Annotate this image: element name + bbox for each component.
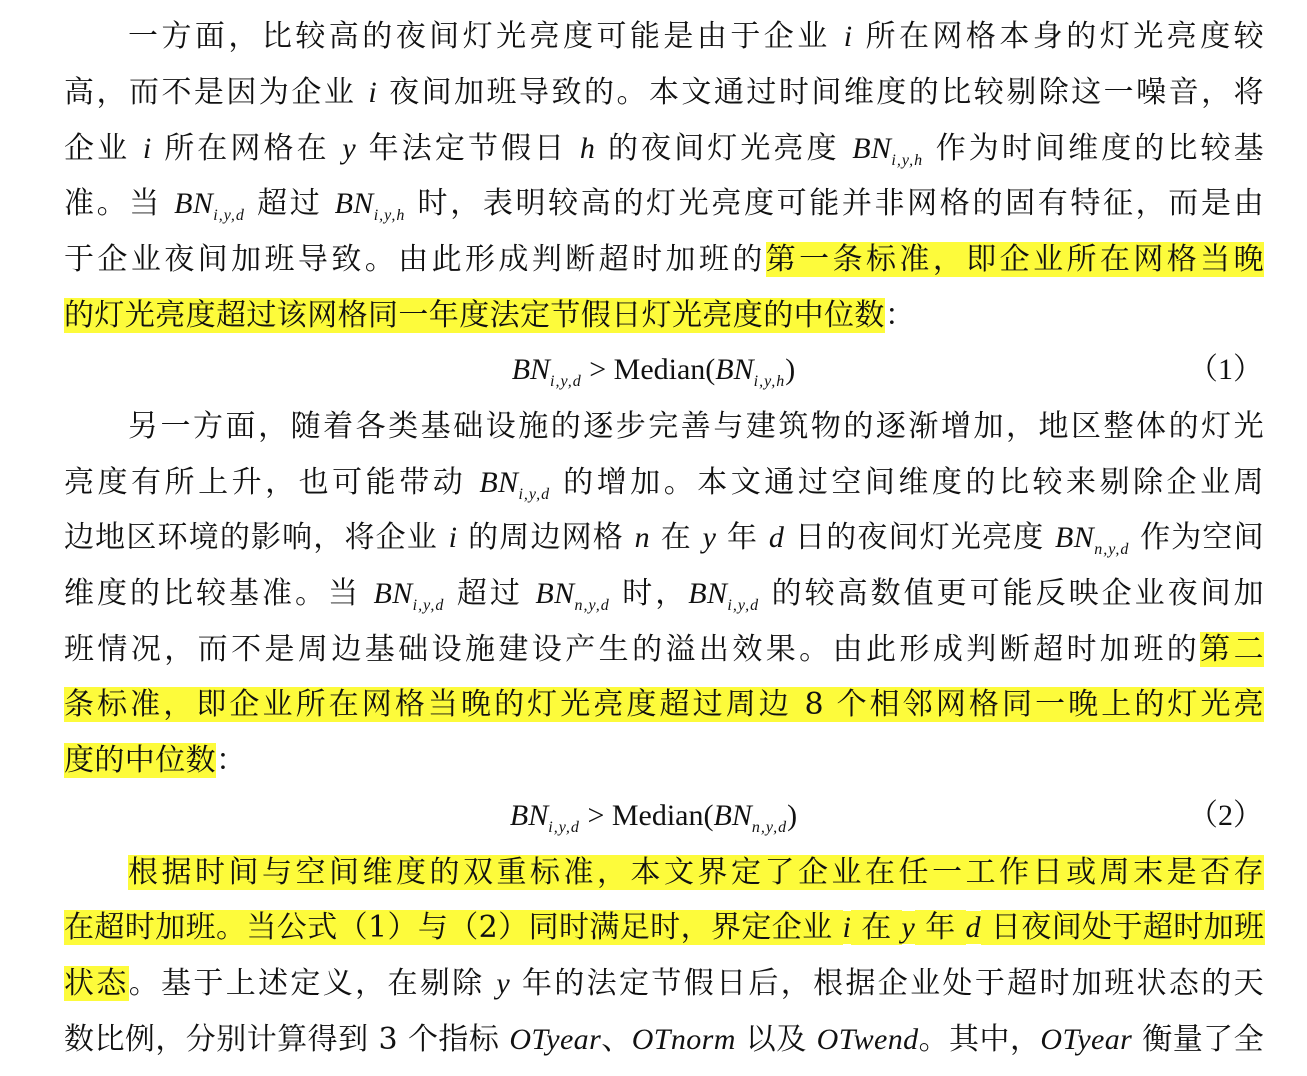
text-run: 、 <box>601 1022 632 1057</box>
math-symbol: y <box>901 911 916 944</box>
text-run: 作为时间维度的比较基 <box>923 131 1264 166</box>
text-line <box>64 65 1264 121</box>
text-line <box>64 510 1264 566</box>
text-run: 所在网格本身的灯光亮度较 <box>852 19 1264 54</box>
text-run: 边地区环境的影响，将企业 <box>64 520 449 555</box>
math-subscript: i,y,d <box>518 486 551 503</box>
text-run: 超过 <box>444 576 536 611</box>
math-subscript: i,y,d <box>213 207 245 224</box>
math-symbol: i <box>142 132 152 165</box>
math-subscript: n,y,d <box>1094 541 1130 558</box>
math-subscript: i,y,h <box>891 152 924 169</box>
text-run: 日的夜间灯光亮度 <box>784 520 1056 555</box>
math-subscript: i,y,h <box>373 207 406 224</box>
math-symbol: i <box>842 911 852 944</box>
text-run: 。其中， <box>918 1022 1041 1057</box>
highlighted-text: 在 <box>851 910 902 945</box>
math-symbol: n <box>634 521 651 554</box>
math-subscript: i,y,d <box>412 597 445 614</box>
math-symbol: BN <box>479 466 519 499</box>
equation-number: （2） <box>1188 799 1263 832</box>
text-line <box>64 900 1264 956</box>
text-run: 的周边网格 <box>457 520 635 555</box>
text-run: 企业 <box>64 131 143 166</box>
highlighted-text: 的灯光亮度超过该网格同一年度法定节假日灯光亮度的中位数 <box>64 298 885 333</box>
text-run: 年 <box>716 520 769 555</box>
text-line <box>64 956 1264 1012</box>
text-line <box>64 176 1264 232</box>
text-run: 的较高数值更可能反映企业夜间加 <box>759 576 1264 611</box>
text-line <box>64 232 1264 288</box>
equation-number: （1） <box>1188 353 1263 386</box>
highlighted-text: 日夜间处于超时加班 <box>980 910 1265 945</box>
text-line <box>64 288 1264 344</box>
math-symbol: BN <box>1055 521 1095 554</box>
math-subscript: i,y,d <box>727 597 760 614</box>
equation-2 <box>0 788 1307 844</box>
highlighted-text: 年 <box>915 910 966 945</box>
math-symbol: y <box>496 967 511 1000</box>
text-run: 时， <box>609 576 689 611</box>
math-symbol: d <box>965 911 981 944</box>
highlighted-text: 度的中位数 <box>64 743 216 778</box>
text-run: 。基于上述定义，在剔除 <box>128 966 497 1001</box>
math-symbol: h <box>579 132 596 165</box>
text-line <box>128 399 1264 455</box>
math-symbol: OTyear <box>509 1023 602 1056</box>
math-symbol: BN <box>334 187 374 220</box>
text-run: 的增加。本文通过空间维度的比较来剔除企业周 <box>550 465 1264 500</box>
math-symbol: y <box>342 132 357 165</box>
math-symbol: i <box>448 521 458 554</box>
text-line <box>128 9 1264 65</box>
text-run: 年法定节假日 <box>356 131 580 166</box>
math-symbol: BN <box>852 132 892 165</box>
math-symbol: OTnorm <box>631 1023 736 1056</box>
math-symbol: BN <box>174 187 214 220</box>
text-run: 班情况，而不是周边基础设施建设产生的溢出效果。由此形成判断超时加班的 <box>64 632 1201 667</box>
math-symbol: d <box>768 521 785 554</box>
text-run: 于企业夜间加班导致。由此形成判断超时加班的 <box>64 242 766 277</box>
math-symbol: y <box>702 521 717 554</box>
text-line <box>64 455 1264 511</box>
text-run: 数比例，分别计算得到 3 个指标 <box>64 1022 510 1057</box>
text-run: 在 <box>650 520 703 555</box>
text-run: ： <box>216 743 247 778</box>
text-line <box>64 733 1264 789</box>
highlighted-text: 在超时加班。当公式（1）与（2）同时满足时，界定企业 <box>64 910 843 945</box>
text-line <box>128 845 1264 901</box>
text-run: 亮度有所上升，也可能带动 <box>64 465 480 500</box>
text-run: 时，表明较高的灯光亮度可能并非网格的固有特征，而是由 <box>405 186 1264 221</box>
text-run: ： <box>884 298 916 333</box>
text-run: 衡量了全 <box>1132 1022 1264 1057</box>
text-run: 夜间加班导致的。本文通过时间维度的比较剔除这一噪音，将 <box>377 75 1264 110</box>
text-run: 另一方面，随着各类基础设施的逐步完善与建筑物的逐渐增加，地区整体的灯光 <box>128 409 1264 444</box>
text-run: 以及 <box>735 1022 817 1057</box>
text-run: 的夜间灯光亮度 <box>595 131 853 166</box>
text-run: 年的法定节假日后，根据企业处于超时加班状态的天 <box>510 966 1264 1001</box>
text-line <box>64 121 1264 177</box>
text-run: 所在网格在 <box>151 131 343 166</box>
math-symbol: i <box>843 20 853 53</box>
text-run: 维度的比较基准。当 <box>64 576 374 611</box>
text-run: 作为空间 <box>1129 520 1264 555</box>
math-symbol: BN <box>373 577 413 610</box>
text-run: 一方面，比较高的夜间灯光亮度可能是由于企业 <box>128 19 844 54</box>
equation-expression: $BN_{i,y,d}$ > $Median(BN_{n,y,d})$ <box>509 799 798 836</box>
text-line <box>64 566 1264 622</box>
text-line <box>64 677 1264 733</box>
text-run: 高，而不是因为企业 <box>64 75 369 110</box>
equation-expression: $BN_{i,y,d}$ > $Median(BN_{i,y,h})$ <box>511 353 796 390</box>
highlighted-text: 第一条标准，即企业所在网格当晚 <box>765 242 1265 277</box>
highlighted-text: 状态 <box>64 966 129 1001</box>
text-run: 超过 <box>244 186 335 221</box>
highlighted-text: 第二 <box>1200 632 1264 667</box>
highlighted-text: 根据时间与空间维度的双重标准，本文界定了企业在任一工作日或周末是否存 <box>128 855 1264 890</box>
equation-1 <box>0 342 1307 398</box>
math-symbol: BN <box>535 577 575 610</box>
math-symbol: OTyear <box>1040 1023 1133 1056</box>
math-symbol: OTwend <box>816 1023 919 1056</box>
text-line <box>64 622 1264 678</box>
text-run: 准。当 <box>64 186 175 221</box>
math-symbol: BN <box>688 577 728 610</box>
math-subscript: n,y,d <box>574 597 610 614</box>
text-line <box>64 1012 1264 1068</box>
highlighted-text: 条标准，即企业所在网格当晚的灯光亮度超过周边 8 个相邻网格同一晚上的灯光亮 <box>64 687 1264 722</box>
math-symbol: i <box>368 76 378 109</box>
